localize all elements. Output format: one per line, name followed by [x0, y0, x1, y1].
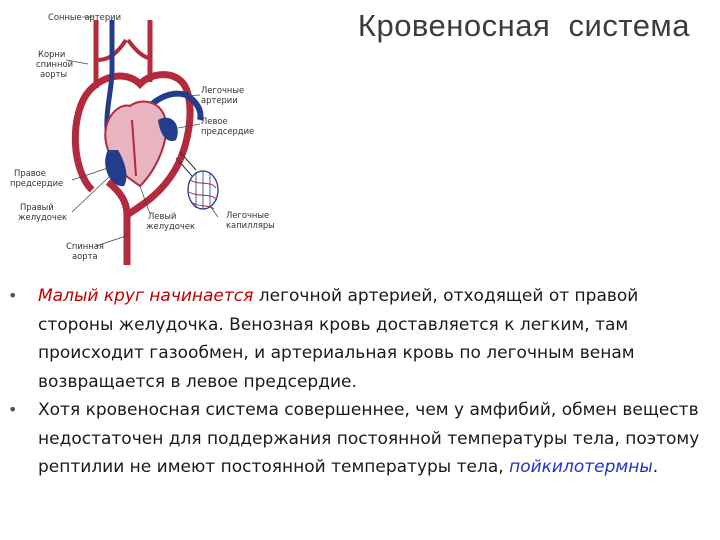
carotid-branch-2 [128, 40, 148, 58]
bullet-text: легочной артерией, отходящей от правой стороны желудочка. Венозная кровь доставляется к легким, там происходит газообмен, и артериальная кровь по легочным венам возвращается в левое предсердие. [38, 286, 639, 392]
dorsal-aorta [108, 182, 127, 265]
label-left-atrium-1: Левое [201, 116, 228, 126]
bullet-item [8, 396, 708, 482]
bullet-list [8, 282, 708, 482]
label-aorta-roots-2: спинной [36, 59, 74, 69]
label-right-ventricle-2: желудочек [18, 212, 68, 222]
bullet-emphasis: Малый круг начинается [38, 286, 254, 306]
bullet-tail: . [652, 457, 659, 477]
circulatory-diagram [0, 0, 300, 270]
label-left-ventricle-2: желудочек [146, 221, 196, 231]
label-dorsal-aorta-2: аорта [72, 251, 98, 261]
label-carotid: Сонные артерии [48, 12, 122, 22]
bullet-dot: • [8, 400, 18, 419]
label-left-atrium-2: предсердие [201, 126, 255, 136]
bullet-emphasis: пойкилотермны [509, 457, 653, 477]
label-pulmonary-arteries-1: Легочные [201, 85, 245, 95]
label-right-atrium-2: предсердие [10, 178, 64, 188]
label-left-ventricle-1: Левый [148, 211, 177, 221]
bullet-dot: • [8, 286, 18, 305]
slide-title: Кровеносная система [357, 8, 690, 43]
label-lung-capillaries-2: капилляры [226, 220, 275, 230]
label-aorta-roots-3: аорты [40, 69, 68, 79]
label-pulmonary-arteries-2: артерии [201, 95, 238, 105]
bullet-item [8, 282, 708, 396]
label-right-atrium-1: Правое [14, 168, 46, 178]
label-right-ventricle-1: Правый [20, 202, 54, 212]
label-dorsal-aorta-1: Спинная [66, 241, 104, 251]
bullet-text: Хотя кровеносная система совершеннее, чем у амфибий, обмен веществ недостаточен для поддержания постоянной температуры тела, поэтому рептилии не имеют постоянной температуры тела, [38, 400, 700, 477]
label-lung-capillaries-1: Легочные [226, 210, 270, 220]
label-aorta-roots-1: Корни [38, 49, 66, 59]
